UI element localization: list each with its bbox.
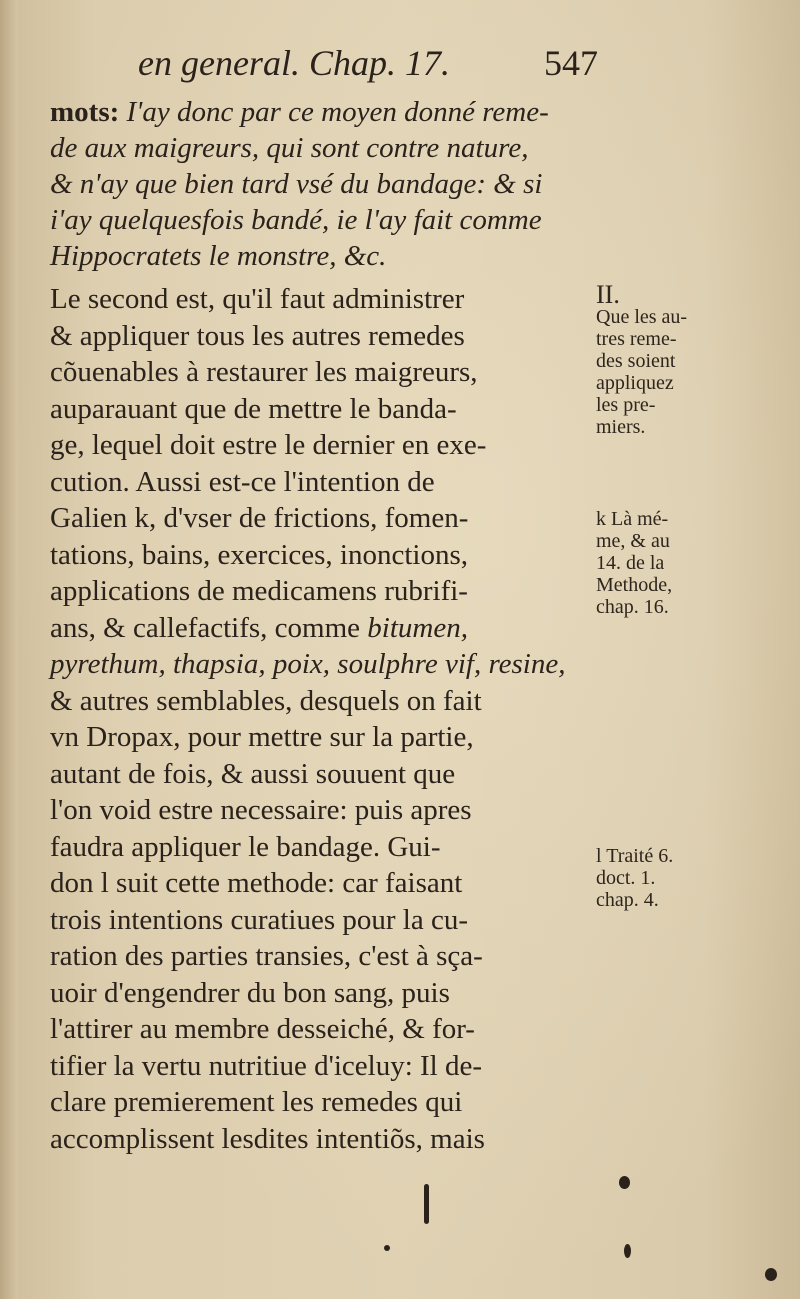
text-line: ge, lequel doit estre le dernier en exe-: [50, 429, 487, 461]
text-line: l'attirer au membre desseiché, & for-: [50, 1013, 475, 1045]
margin-note-line: Methode,: [596, 574, 673, 596]
text-line: Galien k, d'vser de frictions, fomen-: [50, 502, 469, 534]
margin-note-line: k Là mé-: [596, 508, 669, 530]
margin-note-line: l Traité 6.: [596, 845, 674, 867]
line-rest: & n'ay que bien tard vsé du bandage: & si: [50, 168, 543, 200]
text-line: Le second est, qu'il faut administrer: [50, 283, 465, 315]
text-line: autant de fois, & aussi souuent que: [50, 757, 456, 790]
margin-note-line: chap. 4.: [596, 889, 659, 911]
margin-note-line: les pre-: [596, 394, 656, 416]
running-header: [138, 42, 598, 92]
margin-note-line: chap. 16.: [596, 596, 669, 618]
ink-speck: [619, 1176, 630, 1189]
line-rest: Hippocratets le monstre, &c.: [50, 240, 387, 272]
text-line: & appliquer tous les autres remedes: [50, 319, 465, 352]
margin-note-line: me, & au: [596, 530, 670, 552]
margin-note-line: tres reme-: [596, 328, 677, 350]
text-line: accomplissent lesdites intentiõs, mais: [50, 1122, 485, 1155]
ink-speck: [424, 1184, 429, 1224]
margin-note-line: doct. 1.: [596, 867, 656, 889]
body-text: [50, 281, 595, 1157]
italic-quotation: [50, 94, 610, 274]
margin-note-number: II.: [596, 280, 620, 309]
text-line: [50, 238, 610, 274]
ink-speck: [765, 1268, 777, 1281]
ink-speck: [384, 1245, 390, 1251]
text-line: ration des parties transies, c'est à sça-: [50, 940, 483, 972]
line-rest: I'ay donc par ce moyen donné reme-: [119, 96, 549, 128]
text-line: & autres semblables, desquels on fait: [50, 684, 482, 717]
text-line: l'on void estre necessaire: puis apres: [50, 794, 472, 826]
text-line: vn Dropax, pour mettre sur la partie,: [50, 721, 474, 753]
text-line: auparauant que de mettre le banda-: [50, 392, 457, 425]
page-gutter: [0, 0, 18, 1299]
margin-note-line: miers.: [596, 416, 646, 438]
margin-note-l: [596, 845, 756, 911]
text-line: applications de medicamens rubrifi-: [50, 575, 468, 607]
margin-note-line: appliquez: [596, 372, 674, 394]
line-rest: de aux maigreurs, qui sont contre nature,: [50, 132, 529, 164]
text-line: don l suit cette methode: car faisant: [50, 867, 463, 899]
text-line: trois intentions curatiues pour la cu-: [50, 903, 468, 936]
text-line: [50, 202, 610, 238]
text-line: [50, 130, 610, 166]
text-line: [50, 166, 610, 202]
text-line: cõuenables à restaurer les maigreurs,: [50, 356, 478, 388]
margin-note-ii: [596, 280, 756, 438]
margin-note-line: 14. de la: [596, 552, 665, 574]
text-line: clare premierement les remedes qui: [50, 1086, 463, 1118]
page-number: 547: [544, 43, 598, 83]
text-line: faudra appliquer le bandage. Gui-: [50, 830, 441, 863]
text-line: tifier la vertu nutritiue d'iceluy: Il de-: [50, 1049, 483, 1082]
line-rest: i'ay quelquesfois bandé, ie l'ay fait comme: [50, 204, 542, 236]
text-line: pyrethum, thapsia, poix, soulphre vif, resine,: [50, 648, 566, 680]
margin-note-line: Que les au-: [596, 306, 688, 328]
text-line: tations, bains, exercices, inonctions,: [50, 538, 468, 571]
text-line: cution. Aussi est-ce l'intention de: [50, 465, 435, 498]
text-line: uoir d'engendrer du bon sang, puis: [50, 976, 450, 1009]
margin-note-line: des soient: [596, 350, 676, 372]
margin-note-k: [596, 508, 756, 618]
running-title: en general. Chap. 17.: [138, 43, 450, 83]
text-line: [50, 94, 610, 130]
line-lead-word: mots:: [50, 96, 120, 128]
ink-speck: [624, 1244, 631, 1258]
text-line: ans, & callefactifs, comme bitumen,: [50, 611, 468, 644]
